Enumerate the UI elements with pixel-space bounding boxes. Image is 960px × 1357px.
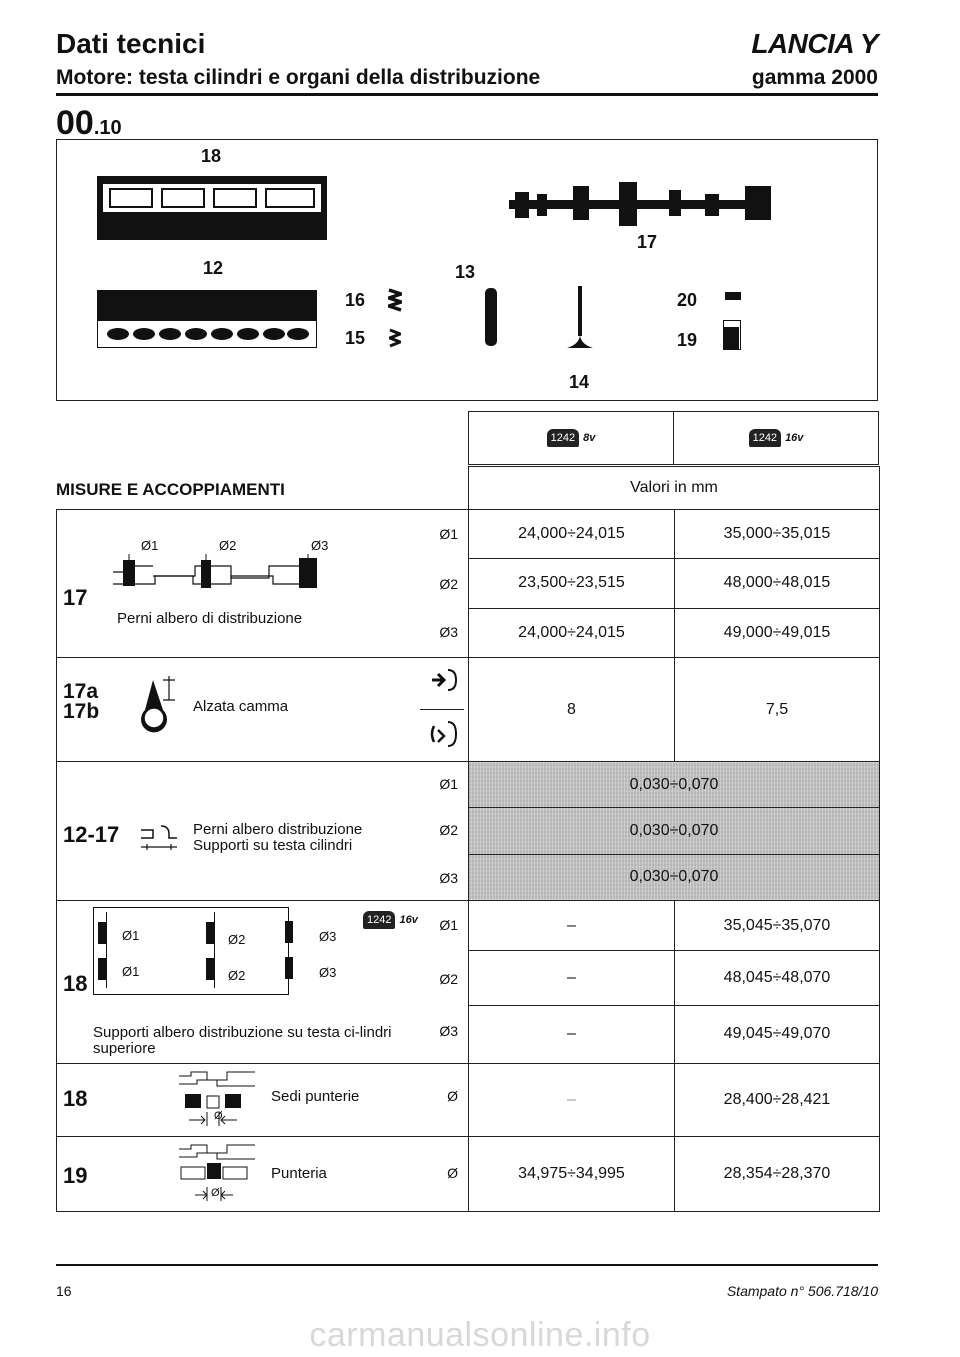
diameter-symbol: Ø2 bbox=[439, 576, 458, 592]
blank-cell bbox=[57, 467, 469, 510]
diag-d1: Ø1 bbox=[122, 928, 140, 943]
diag-d1: Ø1 bbox=[141, 538, 159, 553]
engine-16v-cell bbox=[674, 412, 878, 464]
section-minor: .10 bbox=[93, 117, 122, 139]
row-18-label-cell bbox=[57, 901, 469, 1064]
engine-badge: 1242 bbox=[363, 911, 395, 929]
part-label-17: 17 bbox=[637, 232, 658, 252]
diameter-symbol: Ø1 bbox=[439, 526, 458, 542]
engine-suffix: 8v bbox=[583, 432, 596, 444]
diag-diameter: Ø bbox=[211, 1187, 220, 1199]
row-description: Perni albero di distribuzione bbox=[117, 610, 303, 627]
diag-d1: Ø1 bbox=[122, 964, 140, 979]
tappet-seat-icon bbox=[177, 1068, 257, 1132]
row-label: 18 bbox=[63, 971, 88, 996]
value-cell: – bbox=[469, 901, 675, 951]
row-17-label-cell bbox=[57, 510, 469, 658]
camshaft-diameters-icon bbox=[113, 554, 341, 596]
diag-d2: Ø2 bbox=[228, 968, 246, 983]
row-label: 17 bbox=[63, 585, 88, 610]
section-main: 00 bbox=[56, 104, 94, 142]
part-label-20: 20 bbox=[677, 290, 698, 310]
tappet-illustration bbox=[723, 320, 741, 350]
value-cell: 49,000÷49,015 bbox=[675, 608, 880, 657]
diameter-symbol: Ø1 bbox=[439, 917, 458, 933]
section-number bbox=[56, 104, 122, 143]
value-cell: – bbox=[469, 951, 675, 1005]
header-divider bbox=[56, 93, 878, 96]
value-cell: 28,354÷28,370 bbox=[675, 1137, 880, 1212]
value-cell: 24,000÷24,015 bbox=[469, 510, 675, 559]
part-label-18: 18 bbox=[201, 146, 222, 166]
valve-illustration bbox=[565, 286, 595, 352]
components-diagram bbox=[56, 139, 878, 401]
row-label bbox=[63, 682, 99, 722]
engine-8v-cell bbox=[469, 412, 674, 464]
engine-icon bbox=[363, 911, 418, 929]
row-label: 18 bbox=[63, 1086, 88, 1111]
diag-d3: Ø3 bbox=[319, 965, 337, 980]
shared-value-cell: 0,030÷0,070 bbox=[469, 762, 880, 808]
page-number: 16 bbox=[56, 1283, 72, 1299]
diameter-symbol: Ø1 bbox=[439, 776, 458, 792]
value-cell: 49,045÷49,070 bbox=[675, 1005, 880, 1063]
value-cell: 7,5 bbox=[675, 658, 880, 762]
engine-badge: 1242 bbox=[749, 429, 781, 447]
value-cell: 35,045÷35,070 bbox=[675, 901, 880, 951]
part-label-14: 14 bbox=[569, 372, 590, 392]
row-label-b: 17b bbox=[63, 700, 100, 723]
row-description: Sedi punterie bbox=[271, 1088, 360, 1105]
print-reference: Stampato n° 506.718/10 bbox=[726, 1283, 878, 1299]
part-label-15: 15 bbox=[345, 328, 366, 348]
value-cell: 28,400÷28,421 bbox=[675, 1064, 880, 1137]
value-cell: 48,045÷48,070 bbox=[675, 951, 880, 1005]
value-cell: 34,975÷34,995 bbox=[469, 1137, 675, 1212]
row-label: 19 bbox=[63, 1163, 88, 1188]
row-description-line: Perni albero distribuzione bbox=[193, 821, 363, 838]
part-label-19: 19 bbox=[677, 330, 698, 350]
row-label-a: 17a bbox=[63, 680, 99, 703]
diag-diameter: Ø bbox=[214, 1110, 223, 1122]
shim-illustration bbox=[725, 292, 741, 300]
intake-arrow-icon bbox=[430, 666, 458, 694]
value-cell: – bbox=[469, 1005, 675, 1063]
valve-type-symbols bbox=[420, 658, 464, 761]
footer-divider bbox=[56, 1264, 878, 1266]
row-19-label-cell bbox=[57, 1137, 469, 1212]
row-description bbox=[193, 822, 362, 854]
row-17ab-label-cell bbox=[57, 658, 469, 762]
support-diagram bbox=[93, 907, 289, 995]
diag-d2: Ø2 bbox=[219, 538, 237, 553]
engine-badge: 1242 bbox=[547, 429, 579, 447]
camshaft-support-illustration bbox=[97, 176, 327, 240]
shared-value-cell: 0,030÷0,070 bbox=[469, 808, 880, 854]
value-cell: 8 bbox=[469, 658, 675, 762]
engine-icon bbox=[547, 429, 596, 447]
part-label-13: 13 bbox=[455, 262, 476, 282]
cylinder-head-illustration bbox=[97, 290, 317, 348]
diameter-symbol: Ø3 bbox=[439, 1023, 458, 1039]
row-description: Punteria bbox=[271, 1165, 327, 1182]
row-description-line: Supporti su testa cilindri bbox=[193, 837, 353, 854]
diameter-symbol: Ø bbox=[447, 1088, 458, 1104]
value-cell: 23,500÷23,515 bbox=[469, 559, 675, 608]
part-label-12: 12 bbox=[203, 258, 224, 278]
page-subtitle: Motore: testa cilindri e organi della distribuzione bbox=[56, 66, 541, 89]
diag-d3: Ø3 bbox=[311, 538, 329, 553]
row-18-seats-label-cell bbox=[57, 1064, 469, 1137]
engine-header bbox=[468, 411, 879, 465]
value-cell: 24,000÷24,015 bbox=[469, 608, 675, 657]
diameter-symbol: Ø bbox=[447, 1165, 458, 1181]
value-cell: 48,000÷48,015 bbox=[675, 559, 880, 608]
value-cell: 35,000÷35,015 bbox=[675, 510, 880, 559]
row-label: 12-17 bbox=[63, 822, 120, 847]
engine-suffix: 16v bbox=[785, 432, 804, 444]
outer-spring-illustration bbox=[388, 288, 402, 314]
row-description: Alzata camma bbox=[193, 698, 289, 715]
units-header: Valori in mm bbox=[469, 467, 880, 510]
diag-d3: Ø3 bbox=[319, 929, 337, 944]
diameter-symbol: Ø2 bbox=[439, 822, 458, 838]
section-subtitle: MISURE E ACCOPPIAMENTI bbox=[56, 480, 285, 499]
part-label-16: 16 bbox=[345, 290, 366, 310]
engine-icon bbox=[749, 429, 804, 447]
model-range: gamma 2000 bbox=[751, 66, 878, 89]
valve-guide-illustration bbox=[485, 288, 497, 346]
clearance-icon bbox=[139, 822, 183, 852]
row-description: Supporti albero distribuzione su testa ci-lindri superiore bbox=[93, 1024, 392, 1057]
diameter-symbol: Ø3 bbox=[439, 870, 458, 886]
watermark: carmanualsonline.info bbox=[309, 1316, 651, 1354]
brand-title: LANCIA Y bbox=[751, 28, 878, 59]
spec-table bbox=[56, 466, 880, 1212]
exhaust-arrow-icon bbox=[428, 718, 458, 750]
page-title: Dati tecnici bbox=[56, 28, 206, 59]
value-cell: – bbox=[469, 1064, 675, 1137]
inner-spring-illustration bbox=[389, 328, 401, 348]
row-1217-label-cell bbox=[57, 762, 469, 901]
cam-lobe-icon bbox=[139, 676, 179, 734]
shared-value-cell: 0,030÷0,070 bbox=[469, 854, 880, 900]
engine-suffix: 16v bbox=[399, 914, 418, 926]
diameter-symbol: Ø3 bbox=[439, 624, 458, 640]
camshaft-illustration bbox=[509, 180, 771, 230]
diag-d2: Ø2 bbox=[228, 932, 246, 947]
diameter-symbol: Ø2 bbox=[439, 971, 458, 987]
